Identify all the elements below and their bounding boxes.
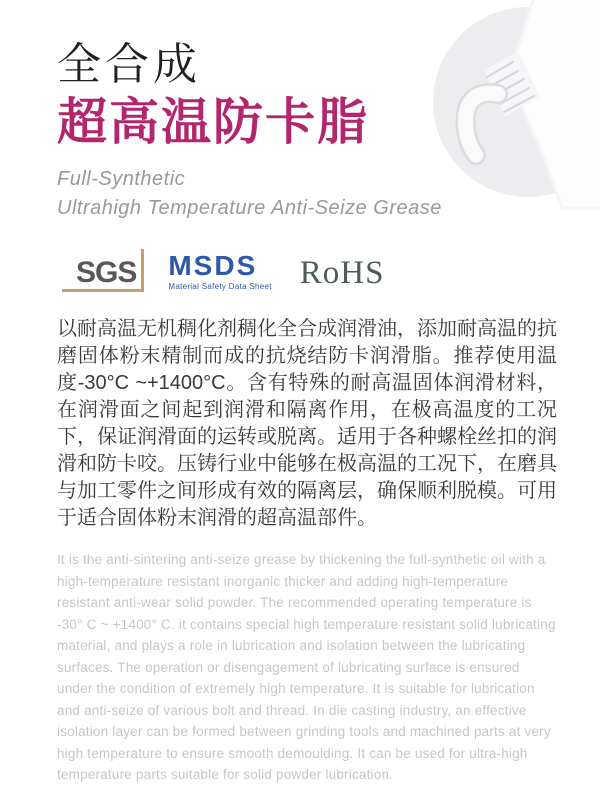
msds-logo [168,250,272,292]
certification-logos [62,249,384,292]
sgs-logo-text: SGS [76,256,137,289]
page-title-chinese-line2: 超高温防卡脂 [57,94,369,150]
subtitle-english-line1: Full-Synthetic [57,168,186,190]
msds-logo-text: MSDS [168,250,258,281]
rohs-logo: RoHS [299,255,385,291]
subtitle-english-line2: Ultrahigh Temperature Anti-Seize Grease [57,197,442,219]
msds-logo-caption: Material Safety Data Sheet [168,282,272,291]
description-english: It is the anti-sintering anti-seize grease by thickening the full-synthetic oil with a high-temperature resistant inorganic thicker and adding high-temperature resistant anti-wear solid powder. The recommended operating temperature is -30° C ~ +1400° C. it contains special high temperature resistant solid lubricating material, and plays a role in lubrication and isolation between the lubricating surfaces. The operation or disengagement of lubricating surface is ensured under the condition of extremely high temperature. It is suitable for lubrication and anti-seize of various bolt and thread. In die casting industry, an effective isolation layer can be formed between grinding tools and machined parts at very high temperature to ensure smooth demoulding. It can be used for ultra-high temperature parts suitable for solid powder lubrication. [57,552,556,782]
header [57,36,442,223]
description-chinese: 以耐高温无机稠化剂稠化全合成润滑油，添加耐高温的抗磨固体粉末精制而成的抗烧结防卡润滑脂。推荐使用温度-30°C ~+1400°C。含有特殊的耐高温固体润滑材料，在润滑面之间起到润滑和隔离作用，在极高温度的工况下，保证润滑面的运转或脱离。适用于各种螺栓丝扣的润滑和防卡咬。压铸行业中能够在极高温的工况下，在磨具与加工零件之间形成有效的隔离层，确保顺利脱模。可用于适合固体粉末润滑的超高温部件。 [57,318,557,529]
sgs-logo [62,249,144,292]
page-title-chinese-line1: 全合成 [57,40,201,89]
